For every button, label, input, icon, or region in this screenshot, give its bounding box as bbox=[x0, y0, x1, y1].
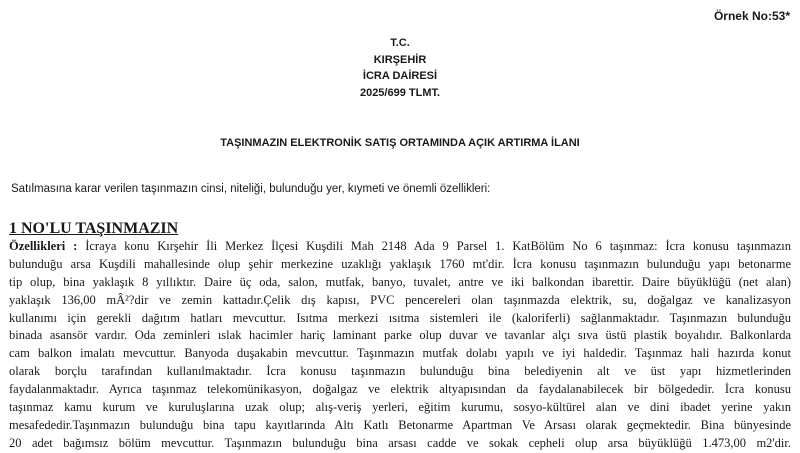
document-header bbox=[0, 35, 800, 101]
header-office: İCRA DAİRESİ bbox=[362, 70, 438, 82]
description-line: kullanımı için gerekli dağıtım hatları mevcuttur. Isıtma merkezi ısıtma sistemleri ile (kaloriferli) sağlanmaktadır. Taşınmazın bulunduğu bbox=[9, 310, 791, 325]
description-line: mesafededir.Taşınmazın bulunduğu bina tapu kayıtlarında Altı Katlı Betonarme Apartman Ve Arsası olarak geçmektedir. Bina bünyesinde bbox=[9, 417, 791, 432]
header-case-number: 2025/699 TLMT. bbox=[359, 86, 441, 99]
property-heading: 1 NO'LU TAŞINMAZIN bbox=[9, 220, 179, 237]
description-line-text: İcraya konu Kırşehir İli Merkez İlçesi Kuşdili Mah 2148 Ada 9 Parsel 1. KatBölüm No 6 taşınmaz: İcra konusu taşınmazın bbox=[77, 239, 791, 253]
description-line: faydalanmaktadır. Ayrıca taşınmaz telekomünikasyon, doğalgaz ve elektrik altyapısından da faydalanabilecek bir bölgededir. İcra konusu bbox=[9, 382, 791, 397]
header-city: KIRŞEHİR bbox=[373, 53, 427, 66]
intro-text: Satılmasına karar verilen taşınmazın cinsi, niteliği, bulunduğu yer, kıymeti ve önemli özellikleri: bbox=[11, 183, 491, 195]
description-line: 20 adet bağımsız bölüm mevcuttur. Taşınmazın bulunduğu bina arsası cadde ve sokak cepheli olup arsa büyüklüğü 1.473,00 m2'dir. bbox=[9, 435, 791, 450]
description-line: yaklaşık 136,00 mÂ²?dir ve zemin kattadır.Çelik dış kapısı, PVC pencereleri olan taşınmazda elektrik, su, doğalgaz ve kanalizasyon bbox=[9, 292, 791, 307]
form-number: Örnek No:53* bbox=[713, 9, 790, 23]
description-line: cam balkon imalatı mevcuttur. Banyoda duşakabin mevcuttur. Taşınmazın mutfak dolabı yapılı ve iyi haldedir. Taşınmaz hali hazırda konut bbox=[9, 346, 791, 361]
description-line: taşınmaz kamu kurum ve kuruluşlarına uzak olup; alış-veriş yerleri, eğitim kurumu, sosyo-kültürel alan ve dini ibadet yerine yakın bbox=[9, 400, 791, 415]
description-line: tip olup, bina yaklaşık 8 yıllıktır. Daire üç oda, salon, mutfak, banyo, tuvalet, antre ve iki balkondan ibarettir. Daire büyüklüğü (net alan) bbox=[9, 274, 791, 289]
features-label: Özellikleri : bbox=[9, 239, 78, 253]
description-line: binada asansör vardır. Oda zeminleri ıslak hacimler hariç laminant parke olup duvar ve tavanlar alçı sıva üstü plastik boyalıdır. Balkonlarda bbox=[9, 328, 791, 343]
description-line: bulunduğu arsa Kuşdili mahallesinde olup şehir merkezine uzaklığı yaklaşık 1760 mt'dir. İcra konusu taşınmazın bulunduğu yapı betonarme bbox=[9, 256, 791, 271]
description-line bbox=[9, 238, 791, 256]
document-title: TAŞINMAZIN ELEKTRONİK SATIŞ ORTAMINDA AÇIK ARTIRMA İLANI bbox=[220, 137, 580, 149]
header-country: T.C. bbox=[390, 37, 410, 49]
description-line: olarak borçlu tarafından kullanılmaktadır. İcra konusu taşınmazın bulunduğu bina belediyenin alt ve üst yapı hizmetlerinden bbox=[9, 364, 791, 379]
property-description bbox=[9, 238, 791, 453]
